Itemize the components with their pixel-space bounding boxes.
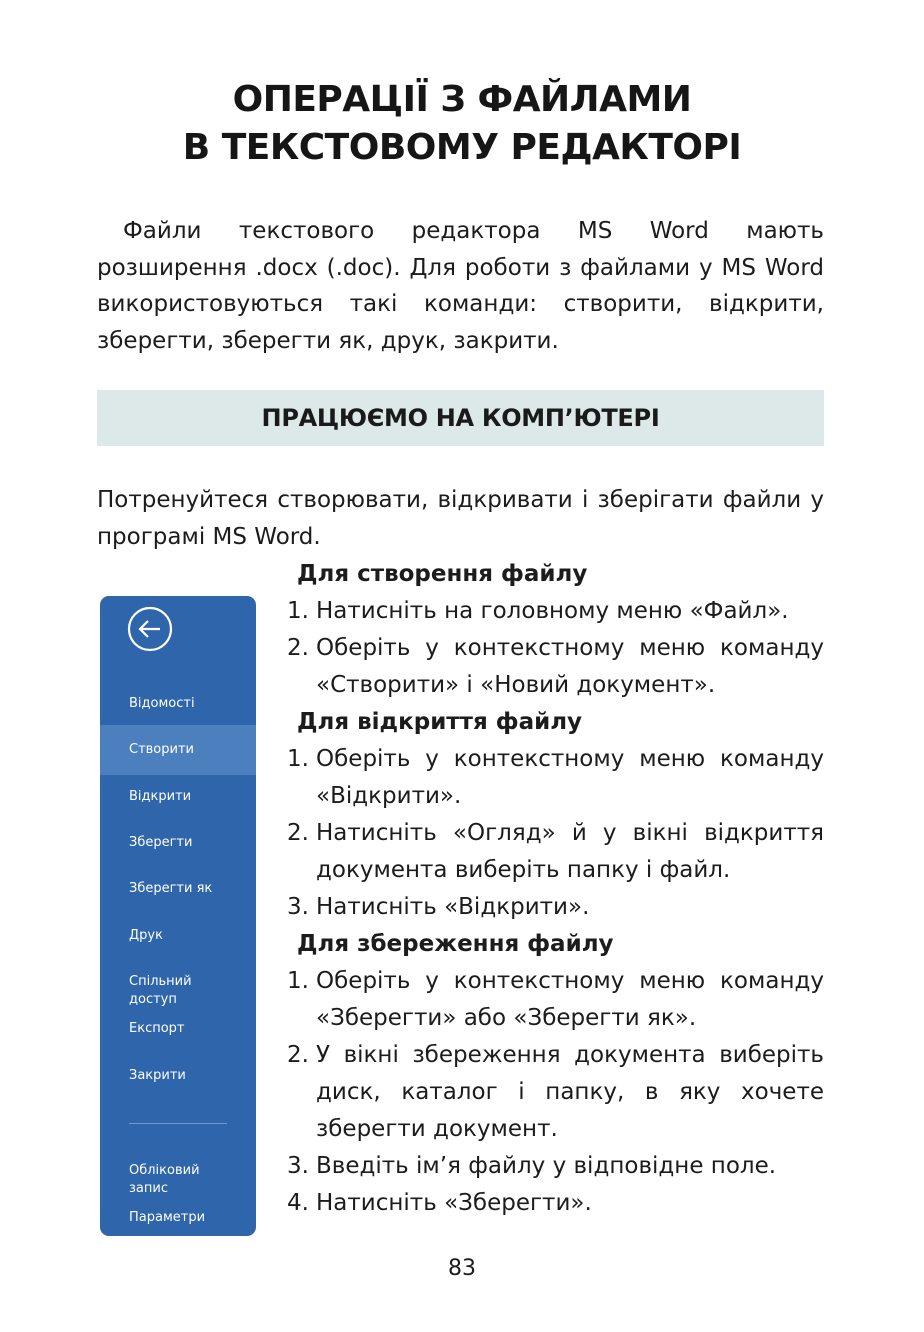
instructions-column [287,556,824,1222]
step-number: 2. [287,1042,309,1068]
list-item [287,815,824,889]
sidebar-item-info[interactable]: Відомості [129,696,195,711]
page-title-line-2: В ТЕКСТОВОМУ РЕДАКТОРІ [182,127,742,168]
step-text: Натисніть «Зберегти». [316,1190,592,1216]
step-text: Натисніть на головному меню «Файл». [316,598,789,624]
practice-banner-text: ПРАЦЮЄМО НА КОМП’ЮТЕРІ [261,404,660,432]
practice-banner [97,390,824,446]
sidebar-item-close[interactable]: Закрити [129,1068,186,1083]
section-heading-create: Для створення файлу [297,561,588,587]
sidebar-item-open[interactable]: Відкрити [129,789,192,804]
intro-paragraph: Файли текстового редактора MS Word мають розширення .docx (.doc). Для роботи з файлами у MS Word використовуються такі команди: створити, відкрити, зберегти, зберегти як, друк, закрити. [97,218,824,354]
step-text: Натисніть «Відкрити». [316,894,590,920]
sidebar-item-save-as[interactable]: Зберегти як [129,881,213,896]
step-text: Оберіть у контекстному меню команду «Відкрити». [316,746,824,809]
list-item [287,1185,824,1222]
practice-paragraph: Потренуйтеся створювати, відкривати і зберігати файли у програмі MS Word. [97,487,824,550]
sidebar-item-account[interactable]: Обліковий запис [129,1163,200,1196]
page-title-line-1: ОПЕРАЦІЇ З ФАЙЛАМИ [232,79,692,120]
list-item [287,1148,824,1185]
sidebar-item-print[interactable]: Друк [129,928,163,943]
sidebar-item-export[interactable]: Експорт [129,1021,185,1036]
step-number: 3. [287,1153,309,1179]
sidebar-divider [129,1123,227,1124]
list-item [287,741,824,815]
list-item [287,963,824,1037]
page-title [0,76,924,172]
sidebar-item-label: Створити [129,742,194,757]
section-heading-open: Для відкриття файлу [297,709,583,735]
page-number: 83 [448,1256,476,1281]
step-text: Натисніть «Огляд» й у вікні відкриття документа виберіть папку і файл. [316,820,824,883]
step-text: У вікні збереження документа виберіть диск, каталог і папку, в яку хочете зберегти документ. [316,1042,824,1142]
sidebar-item-share[interactable]: Спільний доступ [129,974,192,1007]
step-number: 4. [287,1190,309,1216]
sidebar-item-options[interactable]: Параметри [129,1210,206,1225]
sidebar-item-new[interactable] [100,725,256,775]
arrow-left-circle-icon[interactable] [127,606,173,652]
step-text: Оберіть у контекстному меню команду «Зберегти» або «Зберегти як». [316,968,824,1031]
step-number: 1. [287,968,309,994]
step-number: 2. [287,635,309,661]
step-text: Оберіть у контекстному меню команду «Створити» і «Новий документ». [316,635,824,698]
word-file-menu-sidebar [100,596,256,1236]
list-item [287,630,824,704]
sidebar-item-save[interactable]: Зберегти [129,835,193,850]
step-number: 3. [287,894,309,920]
step-number: 2. [287,820,309,846]
step-number: 1. [287,746,309,772]
list-item [287,1037,824,1148]
section-heading-save: Для збереження файлу [297,931,614,957]
list-item [287,593,824,630]
step-text: Введіть ім’я файлу у відповідне поле. [316,1153,777,1179]
list-item [287,889,824,926]
step-number: 1. [287,598,309,624]
